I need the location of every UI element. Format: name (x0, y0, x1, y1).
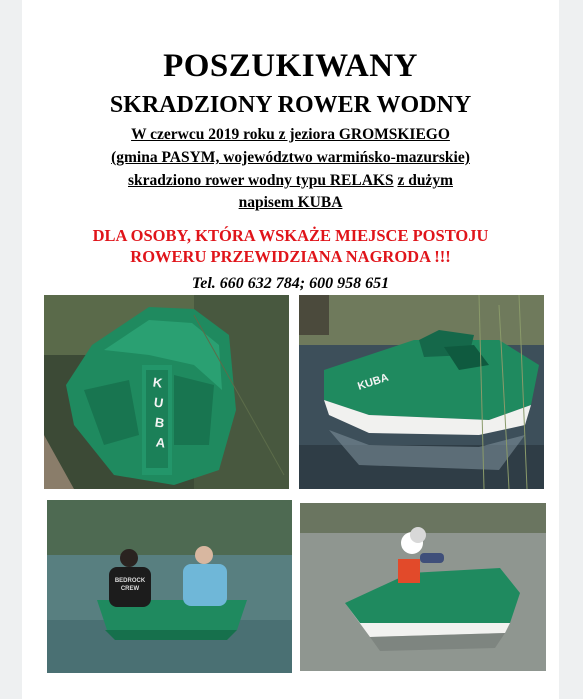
shirt-text-top: BEDROCK (114, 578, 146, 584)
description-line-4: napisem KUBA (238, 194, 343, 211)
photo-riders-from-behind (47, 500, 292, 673)
poster-page (22, 0, 559, 699)
boat-name-side: KUBA (356, 371, 391, 393)
description-line-1: W czerwcu 2019 roku z jeziora GROMSKIEGO (131, 126, 450, 143)
photo-boat-top-view (44, 295, 289, 489)
svg-text:U: U (152, 394, 165, 411)
photo-boat-side-view (299, 295, 544, 489)
svg-text:B: B (153, 414, 166, 431)
photo-boat-with-passenger (300, 503, 546, 671)
description-line-2: (gmina PASYM, województwo warmińsko-mazurskie) (111, 149, 470, 166)
reward-line-2: ROWERU PRZEWIDZIANA NAGRODA !!! (130, 247, 451, 266)
reward-line-1: DLA OSOBY, KTÓRA WSKAŻE MIEJSCE POSTOJU (92, 226, 489, 245)
phone-numbers: Tel. 660 632 784; 600 958 651 (191, 275, 390, 292)
svg-text:K: K (151, 374, 164, 391)
viewer-margin-left (0, 0, 22, 699)
description-line-3-tail: z dużym (397, 172, 453, 189)
poster-subtitle: SKRADZIONY ROWER WODNY (109, 92, 472, 118)
viewer-margin-right (559, 0, 583, 699)
description-line-3-main: skradziono rower wodny typu RELAKS (128, 172, 394, 189)
description-line-3 (22, 172, 559, 190)
svg-text:A: A (154, 434, 167, 451)
shirt-text-bottom: CREW (120, 586, 140, 592)
poster-title: POSZUKIWANY (163, 48, 418, 84)
